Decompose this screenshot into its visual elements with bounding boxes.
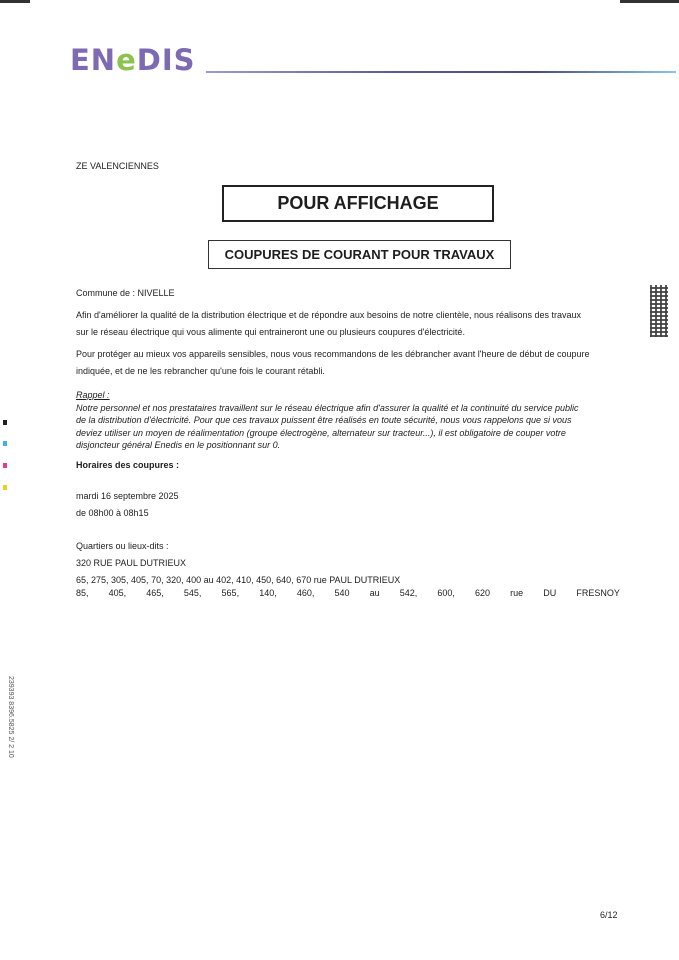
protect-paragraph: [76, 346, 624, 380]
address-token: 600,: [437, 588, 455, 598]
quartiers-block: [76, 538, 624, 589]
logo-part-2: e: [116, 43, 137, 77]
address-token: 542,: [399, 588, 418, 598]
page-title: POUR AFFICHAGE: [277, 193, 439, 213]
address-token: rue: [510, 588, 524, 598]
header-rule: [206, 71, 676, 73]
scan-mark-black: [3, 420, 7, 425]
subtitle-box: [208, 240, 511, 269]
address-token: 140,: [259, 588, 277, 598]
intro-paragraph: [76, 307, 624, 341]
scan-mark-cyan: [3, 441, 7, 446]
scan-mark-magenta: [3, 463, 7, 468]
address-token: 540: [334, 588, 350, 598]
quartiers-heading: Quartiers ou lieux-dits :: [76, 541, 169, 551]
protect-line-1: Pour protéger au mieux vos appareils sensibles, nous vous recommandons de les débrancher avant l'heure de début de coupure: [76, 349, 590, 359]
quartiers-line-3: [76, 588, 620, 598]
horaires-date: mardi 16 septembre 2025: [76, 491, 179, 501]
rappel-line-4: disjoncteur général Enedis en le positionnant sur 0.: [76, 440, 281, 450]
address-token: 565,: [221, 588, 240, 598]
horaires-heading: Horaires des coupures :: [76, 460, 180, 470]
zone-label: ZE VALENCIENNES: [76, 161, 159, 171]
protect-line-2: indiquée, et de ne les rebrancher qu'une fois le courant rétabli.: [76, 366, 325, 376]
quartiers-line-1: 320 RUE PAUL DUTRIEUX: [76, 558, 187, 568]
address-token: 85,: [76, 588, 89, 598]
page-subtitle: COUPURES DE COURANT POUR TRAVAUX: [224, 247, 495, 262]
address-token: 405,: [108, 588, 127, 598]
datamatrix-code: [650, 285, 668, 337]
logo-part-1: EN: [70, 43, 117, 77]
rappel-line-3: deviez utiliser un moyen de réalimentation (groupe électrogène, alternateur sur tracteur...), il est obligatoire de couper votre: [76, 427, 566, 438]
scan-edge-right: [620, 0, 679, 3]
address-token: 620: [475, 588, 491, 598]
address-token: 460,: [296, 588, 315, 598]
scan-edge-left: [0, 0, 30, 3]
intro-line-2: sur le réseau électrique qui vous alimente qui entraineront une ou plusieurs coupures d'électricité.: [76, 327, 465, 337]
address-token: DU: [543, 588, 557, 598]
horaires-block: [76, 488, 624, 522]
quartiers-line-2: 65, 275, 305, 405, 70, 320, 400 au 402, 410, 450, 640, 670 rue PAUL DUTRIEUX: [76, 575, 401, 585]
rappel-block: [76, 389, 636, 452]
address-token: 545,: [183, 588, 202, 598]
commune-label: Commune de : NIVELLE: [76, 288, 175, 298]
address-token: au: [369, 588, 380, 598]
intro-line-1: Afin d'améliorer la qualité de la distribution électrique et de répondre aux besoins de notre clientèle, nous réalisons des travaux: [76, 310, 582, 320]
address-token: FRESNOY: [576, 588, 620, 598]
rappel-line-1: Notre personnel et nos prestataires travaillent sur le réseau électrique afin d'assurer la qualité et la continuité du service public: [76, 402, 579, 413]
rappel-line-2: de la distribution d'électricité. Pour que ces travaux puissent être réalisés en toute sécurité, nous vous rappelons que si vous: [76, 415, 572, 425]
logo-part-3: DIS: [136, 43, 196, 77]
scan-mark-yellow: [3, 485, 7, 490]
rappel-label: Rappel :: [76, 390, 110, 400]
title-box: [222, 185, 494, 222]
horaires-time: de 08h00 à 08h15: [76, 508, 149, 518]
page-number: 6/12: [600, 910, 618, 920]
enedis-logo: [70, 43, 196, 77]
margin-code: 239393 8396.5825 2/ 2 10: [7, 676, 14, 758]
address-token: 465,: [146, 588, 164, 598]
